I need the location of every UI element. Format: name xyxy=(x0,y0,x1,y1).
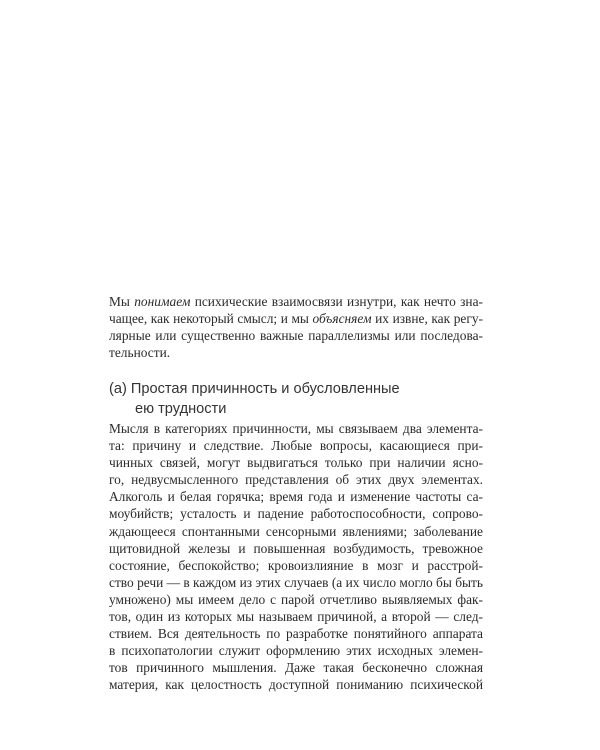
section-heading-line: (a) Простая причинность и обусловленные xyxy=(109,381,400,397)
body-line: тов причинного мышления. Даже такая бесконечно сложная xyxy=(109,660,483,676)
body-line: та: причину и следствие. Любые вопросы, касающиеся при- xyxy=(109,438,483,454)
intro-emphasis: объясняем xyxy=(312,311,372,326)
body-line: Алкоголь и белая горячка; время года и изменение частоты са- xyxy=(109,489,483,505)
body-line: ство речи — в каждом из этих случаев (а их число могло бы быть xyxy=(109,574,483,590)
body-line: умножено) мы имеем дело с парой отчетливо выявляемых фак- xyxy=(109,591,483,607)
body-line: чинных связей, могут выдвигаться только при наличии ясно- xyxy=(109,455,483,471)
intro-line: лярные или существенно важные параллелизмы или последова- xyxy=(109,328,483,343)
section-heading-line: ею трудности xyxy=(135,401,227,417)
body-line: состояние, беспокойство; кровоизлияние в мозг и расстрой- xyxy=(109,557,483,573)
intro-emphasis: понимаем xyxy=(134,294,191,309)
body-line: ждающееся спонтанными сенсорными явлениями; заболевание xyxy=(109,523,483,539)
body-paragraph xyxy=(109,420,483,694)
intro-text: их извне, как регу- xyxy=(371,311,483,326)
body-line: материя, как целостность доступной пониманию психической xyxy=(109,677,483,693)
intro-paragraph xyxy=(109,293,483,361)
intro-text: Мы xyxy=(109,294,135,309)
body-line: моубийств; усталость и падение работоспособности, сопрово- xyxy=(109,506,483,522)
intro-line: тельности. xyxy=(109,345,171,360)
section-heading xyxy=(109,379,489,419)
body-line: Мысля в категориях причинности, мы связываем два элемента- xyxy=(109,421,483,436)
body-line: щитовидной железы и повышенная возбудимость, тревожное xyxy=(109,540,483,556)
body-line: в психопатологии служит оформлению этих исходных элемен- xyxy=(109,643,483,659)
intro-line xyxy=(109,310,483,327)
body-line: тов, один из которых мы называем причиной, а второй — след- xyxy=(109,609,483,625)
intro-text: психические взаимосвязи изнутри, как нечто зна- xyxy=(190,294,483,309)
body-line: го, недвусмысленного представления об этих двух элементах. xyxy=(109,472,483,488)
body-line: ствием. Вся деятельность по разработке понятийного аппарата xyxy=(109,626,483,642)
intro-line xyxy=(109,293,483,310)
intro-text: чащее, как некоторый смысл; и мы xyxy=(109,311,313,326)
